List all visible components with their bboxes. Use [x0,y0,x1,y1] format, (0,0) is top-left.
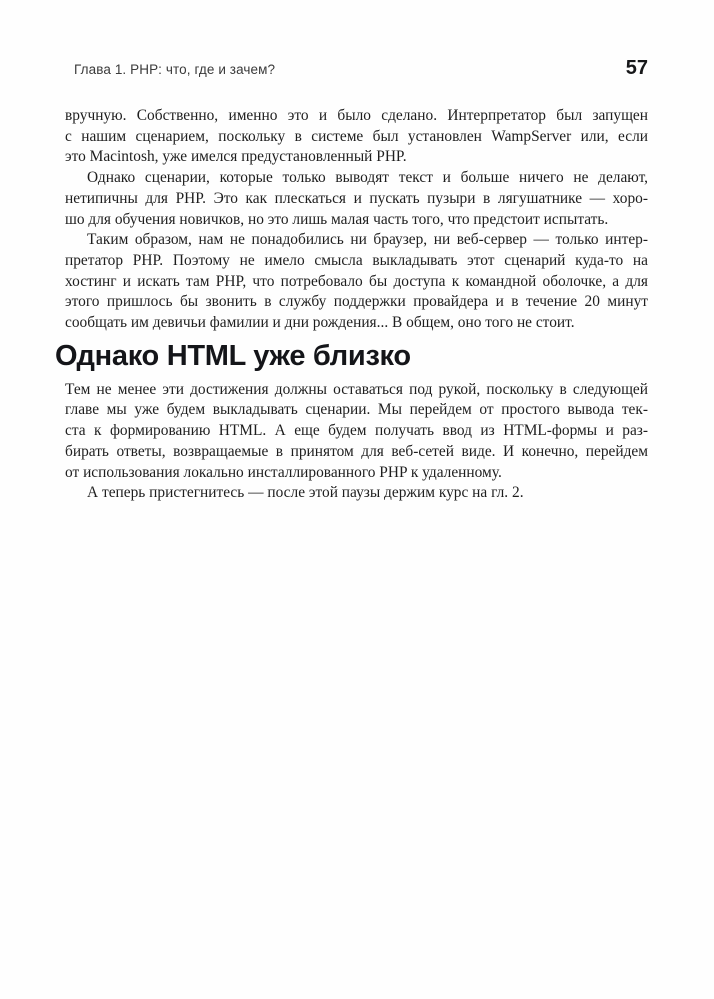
intro-paragraphs [65,106,648,334]
text-line: хостинг и искать там PHP, что потребовало бы доступа к командной оболочке, а для [65,272,648,290]
text-line: нетипичны для PHP. Это как плескаться и пускать пузыри в лягушатнике — хоро- [65,189,648,207]
text-line: бирать ответы, возвращаемые в принятом для веб-сетей виде. И конечно, перейдем [65,442,648,460]
text-line: главе мы уже будем выкладывать сценарии. Мы перейдем от простого вывода тек- [65,401,648,419]
text-line: А теперь пристегнитесь — после этой паузы держим курс на гл. 2. [87,484,524,502]
text-line: с нашим сценарием, поскольку в системе был установлен WampServer или, если [65,127,648,145]
text-line: Тем не менее эти достижения должны оставаться под рукой, поскольку в следующей [65,380,648,398]
paragraph [65,380,648,484]
text-line: шо для обучения новичков, но это лишь малая часть того, что предстоит испытать. [65,210,609,228]
text-line: Таким образом, нам не понадобились ни браузер, ни веб-сервер — только интер- [87,231,648,249]
running-header [74,57,648,80]
chapter-title: Глава 1. PHP: что, где и зачем? [74,62,276,77]
paragraph [65,168,648,230]
text-line: Однако сценарии, которые только выводят текст и больше ничего не делают, [87,169,648,187]
section-paragraphs [65,380,648,504]
text-line: вручную. Собственно, именно это и было сделано. Интерпретатор был запущен [65,107,648,124]
paragraph [65,106,648,168]
text-line: этого пришлось бы звонить в службу поддержки провайдера и в течение 20 минут [65,293,648,311]
section-heading: Однако HTML уже близко [55,339,411,372]
text-line: ста к формированию HTML. А еще будем получать ввод из HTML-формы и раз- [65,422,648,440]
text-line: от использования локально инсталлированного PHP к удаленному. [65,463,502,481]
text-line: сообщать им девичьи фамилии и дни рождения... В общем, оно того не стоит. [65,314,575,332]
text-line: претатор PHP. Поэтому не имело смысла выкладывать этот сценарий куда-то на [65,251,648,269]
text-line: это Macintosh, уже имелся предустановленный PHP. [65,148,407,166]
paragraph [65,230,648,334]
page-number: 57 [625,57,648,79]
paragraph [65,483,648,504]
